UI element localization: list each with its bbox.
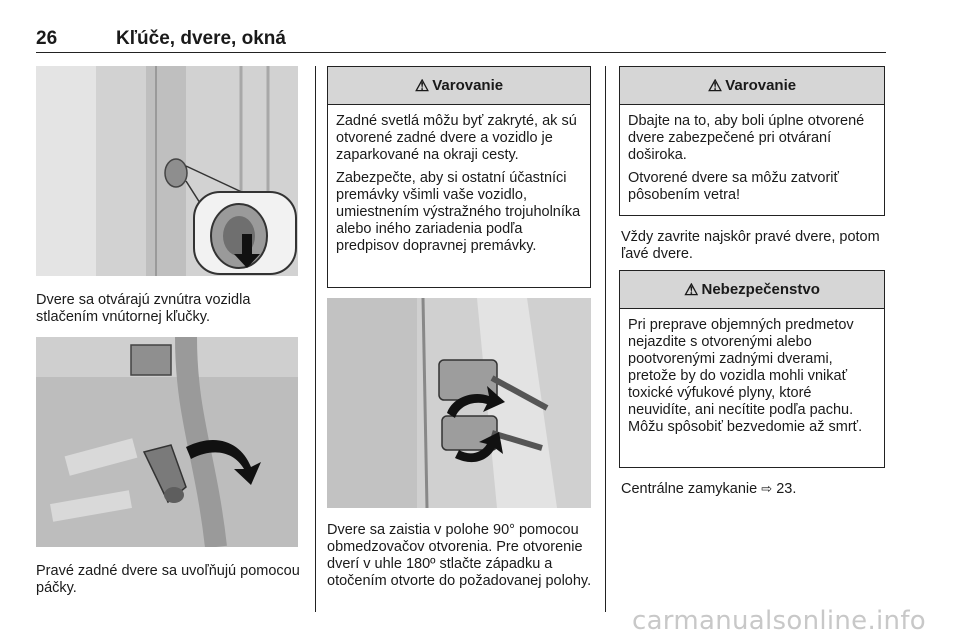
warning-header (620, 67, 884, 105)
page-title: Kľúče, dvere, okná (116, 28, 286, 49)
warning-box-rear-lights (327, 66, 591, 288)
danger-text: Pri preprave objemných predmetov nejazdite s otvorenými alebo pootvorenými zadnými dverami, pretože by do vozidla mohli vnikať toxické výfukové plyny, ktoré neuvidíte, ani necítite podľa pachu. Môžu spôsobiť bezvedomie až smrť. (628, 317, 863, 435)
door-handle-illustration (36, 66, 298, 276)
caption-door-check (327, 522, 597, 596)
warning-triangle-icon: ⚠ (684, 281, 699, 299)
warning-triangle-icon: ⚠ (707, 77, 723, 95)
caption-text: Dvere sa zaistia v polohe 90° pomocou obmedzovačov otvorenia. Pre otvorenie dverí v uhle 180º stlačte západku a otočením otvorte do požadovanej polohy. (327, 522, 592, 589)
column-divider-2 (605, 66, 606, 612)
crossref-page: 23. (776, 481, 797, 497)
danger-box-exhaust (619, 270, 885, 468)
body-text: Vždy zavrite najskôr pravé dvere, potom ľavé dvere. (621, 229, 880, 262)
danger-body (620, 309, 884, 448)
warning-header (328, 67, 590, 105)
danger-heading: Nebezpečenstvo (701, 281, 820, 298)
crossref-label: Centrálne zamykanie (621, 481, 758, 497)
warning-body (620, 105, 884, 216)
page-header (36, 28, 886, 52)
header-divider (36, 52, 886, 53)
watermark: carmanualsonline.info (631, 606, 926, 636)
warning-text: Otvorené dvere sa môžu zatvoriť pôsobením vetra! (628, 170, 839, 203)
figure-door-check-strap (327, 298, 591, 508)
page-reference-icon: ⇨ (761, 481, 773, 496)
text-closing-order (621, 229, 887, 269)
figure-inner-door-handle (36, 66, 298, 276)
figure-release-lever (36, 337, 298, 547)
release-lever-illustration (36, 337, 298, 547)
warning-box-wind (619, 66, 885, 216)
crossref-central-locking[interactable] (621, 480, 887, 504)
warning-triangle-icon: ⚠ (414, 77, 430, 95)
caption-text: Dvere sa otvárajú zvnútra vozidla stlačením vnútornej kľučky. (36, 292, 251, 325)
caption-text: Pravé zadné dvere sa uvoľňujú pomocou páčky. (36, 563, 300, 596)
warning-heading: Varovanie (432, 77, 504, 94)
warning-heading: Varovanie (725, 77, 797, 94)
caption-inner-handle (36, 292, 304, 332)
caption-release-lever (36, 563, 304, 603)
crossref-line (621, 480, 887, 498)
warning-body (328, 105, 590, 267)
danger-header (620, 271, 884, 309)
warning-text: Zadné svetlá môžu byť zakryté, ak sú otvorené zadné dvere a vozidlo je zaparkované na okraji cesty. (336, 113, 577, 163)
page-number: 26 (36, 28, 58, 49)
warning-text: Dbajte na to, aby boli úplne otvorené dvere zabezpečené pri otváraní doširoka. (628, 113, 865, 163)
column-divider-1 (315, 66, 316, 612)
warning-text: Zabezpečte, aby si ostatní účastníci premávky všimli vaše vozidlo, umiestnením výstražného trojuholníka alebo iného zariadenia podľa predpisov dopravnej premávky. (336, 170, 581, 254)
door-check-illustration (327, 298, 591, 508)
